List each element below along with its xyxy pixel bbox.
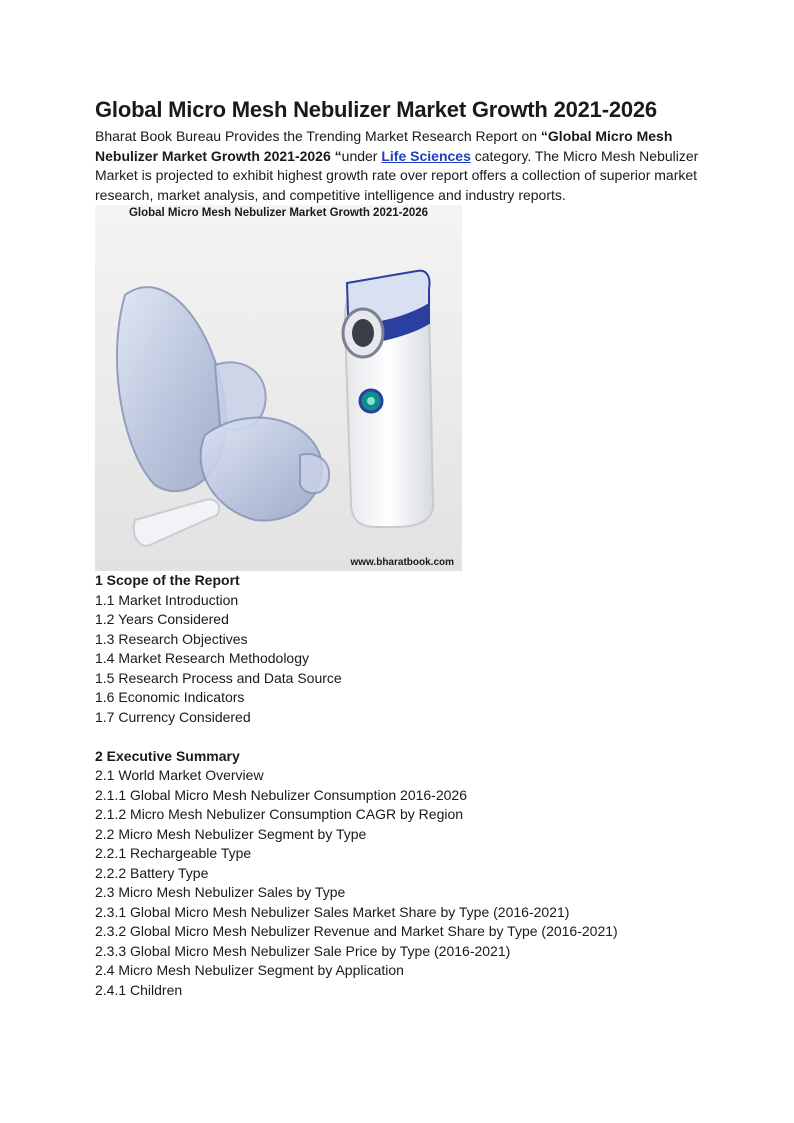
section-heading: 1 Scope of the Report: [95, 572, 240, 588]
figure-url: www.bharatbook.com: [350, 557, 454, 568]
toc-section-1: [95, 571, 705, 727]
figure-title: Global Micro Mesh Nebulizer Market Growth 2021-2026: [128, 207, 429, 219]
toc-item: 2.3.3 Global Micro Mesh Nebulizer Sale Price by Type (2016-2021): [95, 942, 511, 959]
intro-rest: category. The Micro Mesh Nebulizer Market is projected to exhibit highest growth rate over report offers a collection of superior market research, market analysis, and competitive intelligence and industry reports.: [95, 147, 699, 203]
toc-item: 1.3 Research Objectives: [95, 630, 248, 647]
toc-item: 1.6 Economic Indicators: [95, 689, 245, 705]
toc-item: 1.5 Research Process and Data Source: [95, 669, 342, 686]
product-image: [95, 205, 462, 571]
intro-lead: Bharat Book Bureau Provides the Trending Market Research Report on: [95, 128, 541, 144]
nebulizer-illustration: [95, 205, 462, 571]
section-spacer: [95, 727, 705, 747]
toc-item: 2.1.1 Global Micro Mesh Nebulizer Consumption 2016-2026: [95, 786, 467, 803]
toc-item: 1.7 Currency Considered: [95, 708, 251, 725]
intro-under: under: [341, 147, 382, 164]
intro-paragraph: [95, 127, 700, 205]
toc-item: 1.2 Years Considered: [95, 611, 229, 627]
page-title: Global Micro Mesh Nebulizer Market Growth 2021-2026: [95, 97, 657, 122]
toc-item: 2.2 Micro Mesh Nebulizer Segment by Type: [95, 825, 367, 842]
toc-item: 2.3 Micro Mesh Nebulizer Sales by Type: [95, 884, 346, 900]
section-heading: 2 Executive Summary: [95, 747, 240, 764]
toc-item: 2.1.2 Micro Mesh Nebulizer Consumption CAGR by Region: [95, 806, 464, 822]
toc-list: [95, 591, 705, 728]
toc-item: 2.3.1 Global Micro Mesh Nebulizer Sales Market Share by Type (2016-2021): [95, 903, 570, 920]
intro-report-name: Global Micro Mesh Nebulizer Market Growth 2021-2026 “: [95, 128, 673, 164]
toc-item: 2.3.2 Global Micro Mesh Nebulizer Revenue and Market Share by Type (2016-2021): [95, 923, 618, 939]
toc-item: 2.2.1 Rechargeable Type: [95, 845, 252, 861]
toc-item: 2.4.1 Children: [95, 981, 183, 998]
toc-section-2: [95, 747, 705, 1001]
life-sciences-link[interactable]: Life Sciences: [381, 147, 471, 164]
toc-item: 2.1 World Market Overview: [95, 767, 264, 783]
toc-item: 2.2.2 Battery Type: [95, 864, 209, 881]
toc-item: 1.4 Market Research Methodology: [95, 650, 309, 666]
toc-item: 2.4 Micro Mesh Nebulizer Segment by Application: [95, 962, 404, 978]
toc-list: [95, 766, 705, 1000]
document-page: [95, 96, 705, 1000]
toc-item: 1.1 Market Introduction: [95, 591, 239, 608]
intro-quote-open: “: [540, 128, 548, 144]
